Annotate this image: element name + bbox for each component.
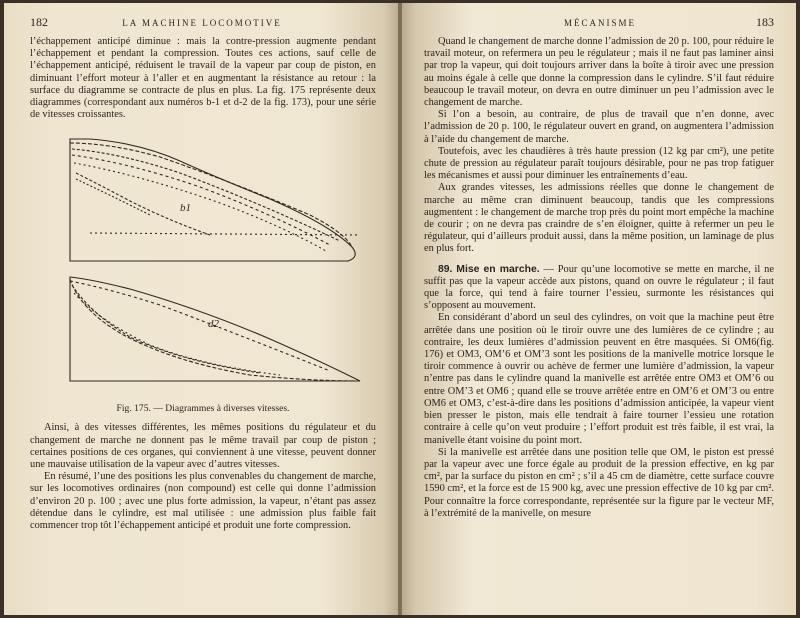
right-running-head — [424, 15, 774, 30]
diagram-b1-baseline — [90, 233, 360, 235]
left-page — [4, 3, 400, 615]
diagram-b1-curve-3 — [72, 155, 330, 245]
right-paragraph-3: Toutefois, avec les chaudières à très haute pression (12 kg par cm²), une petite chute de pression au régulateur paraît toujours désirable, pour ne pas trop fatiguer les mécanismes et aussi pour diminuer les entraînements d’eau. — [424, 145, 774, 182]
section-body: — Pour qu’une locomotive se mette en marche, il ne suffit pas que la vapeur accède aux pistons, quand on ouvre le régulateur ; il faut que la force, qui tend à faire tourner l’essieu, surmonte les résistances qui s’opposent au mouvement. — [424, 263, 774, 312]
left-running-head — [30, 15, 376, 30]
right-paragraph-1: Quand le changement de marche donne l’admission de 20 p. 100, pour réduire le travail moteur, on refermera un peu le régulateur ; mais il ne faut pas laminer ainsi par trop la vapeur, qui doit toujours arriver dans la boîte à tiroir avec une pression au moins égale à celle que donne la compression dans le cylindre. S’il faut réduire beaucoup le travail moteur, on devra en outre diminuer un peu l’admission avec le changement de marche. — [424, 36, 774, 109]
left-page-number: 182 — [30, 15, 48, 29]
right-paragraph-5: En considérant d’abord un seul des cylindres, on voit que la machine peut être arrêtée dans une position où le tiroir ouvre une des lumières de ce cylindre ; au contraire, les deux lumières d’admission peuvent en être masquées. Si OM6(fig. 176) et OM3, OM’6 et OM’3 sont les positions de la manivelle motrice lorsque le tiroir commence à ouvrir ou achève de fermer une lumière d’admission, la vapeur n’entre pas dans le cylindre quand la manivelle est arrêtée entre OM3 et OM’6 ou entre OM’3 et OM6 ; quand elle se trouve arrêtée entre en OM’6 et OM’3 ou entre OM6 et OM3, c’est-à-dire dans les positions d’admission anticipée, la vapeur vient bien presser le piston, mais elle tendrait à faire tourner l’essieu une rotation contraire à celle qu’on veut produire ; l’effort produit est très faible, il est vrai, la manivelle étant voisine du point mort. — [424, 312, 774, 446]
diagram-b1-label: b1 — [180, 202, 191, 215]
left-running-title: LA MACHINE LOCOMOTIVE — [122, 18, 282, 28]
book-gutter — [398, 3, 402, 615]
diagram-b1-curve-2 — [72, 149, 340, 241]
right-paragraph-6: Si la manivelle est arrêtée dans une position telle que OM, le piston est pressé par la vapeur avec une force égale au produit de la pression effective, en kg par cm², par la surface du piston en cm² ; s’il a 45 cm de diamètre, cette surface couvre 1590 cm², et la force est de 15 900 kg, avec une pression effective de 10 kg par cm². Pour connaître la force correspondante, représentée sur la figure par le vecteur MF, à l’extrémité de la manivelle, on mesure — [424, 446, 774, 519]
diagram-b1 — [70, 139, 360, 261]
indicator-diagrams — [30, 129, 376, 399]
section-number: 89. — [438, 263, 453, 275]
right-paragraph-2: Si l’on a besoin, au contraire, de plus de travail que n’en donne, avec l’admission de 20 p. 100, le régulateur ouvert en grand, on augmentera l’admission à l’aide du changement de marche. — [424, 109, 774, 145]
diagram-b1-outline — [70, 139, 355, 261]
left-paragraph-2: Ainsi, à des vitesses différentes, les mêmes positions du régulateur et du changement de marche ne donnent pas le même travail par coup de piston ; certaines positions de ces organes, qui conviennent à une vitesse, peuvent donner une mauvaise utilisation de la vapeur avec d’autres vitesses. — [30, 422, 376, 471]
right-page-number: 183 — [755, 15, 774, 29]
section-title: Mise en marche. — [456, 263, 540, 275]
diagram-b1-curve-6 — [76, 179, 150, 215]
diagram-d2-curve-3 — [74, 293, 280, 375]
diagram-d2-label: d2 — [208, 318, 219, 331]
right-paragraph-4: Aux grandes vitesses, les admissions réelles que donne le changement de marche au même cran diminuent beaucoup, tandis que les compressions augmentent : le changement de marche trop près du point mort empêche la machine de courir ; on ne devra pas craindre de s’en éloigner, quitte à refermer un peu le régulateur, qui d’ailleurs produit aussi, dans la même position, un laminage de plus en plus fort. — [424, 182, 774, 255]
diagram-d2-curve-2 — [72, 285, 260, 373]
figure-caption: Fig. 175. — Diagrammes à diverses vitesses. — [116, 403, 290, 415]
section-89-paragraph — [424, 264, 774, 313]
right-page — [400, 3, 796, 615]
section-spacer — [424, 256, 774, 264]
diagram-d2-curve-1 — [70, 279, 360, 381]
left-paragraph-3: En résumé, l’une des positions les plus convenables du changement de marche, sur les locomotives ordinaires (non compound) est celle qui donne l’admission d’environ 20 p. 100 ; avec une plus forte admission, la vapeur, n’étant pas assez détendue dans le cylindre, est mal utilisée : une admission plus faible fait commencer trop tôt l’échappement anticipé et produit une forte compression. — [30, 471, 376, 532]
right-running-title: MÉCANISME — [563, 18, 636, 28]
diagram-b1-curve-1 — [70, 143, 352, 247]
figure-175 — [30, 129, 376, 399]
left-paragraph-top: l’échappement anticipé diminue : mais la contre-pression augmente pendant l’échappement et pendant la compression. Toutes ces actions, sauf celle de l’échappement anticipé, réduisent le travail de la vapeur par coup de piston, en diminuant l’effort moteur à l’aller et en augmentant la résistance au retour : la surface du diagramme se contracte de plus en plus. La fig. 175 représente deux diagrammes (correspondant aux numéros b-1 et d-2 de la fig. 173), pour une série de vitesses croissantes. — [30, 36, 376, 121]
